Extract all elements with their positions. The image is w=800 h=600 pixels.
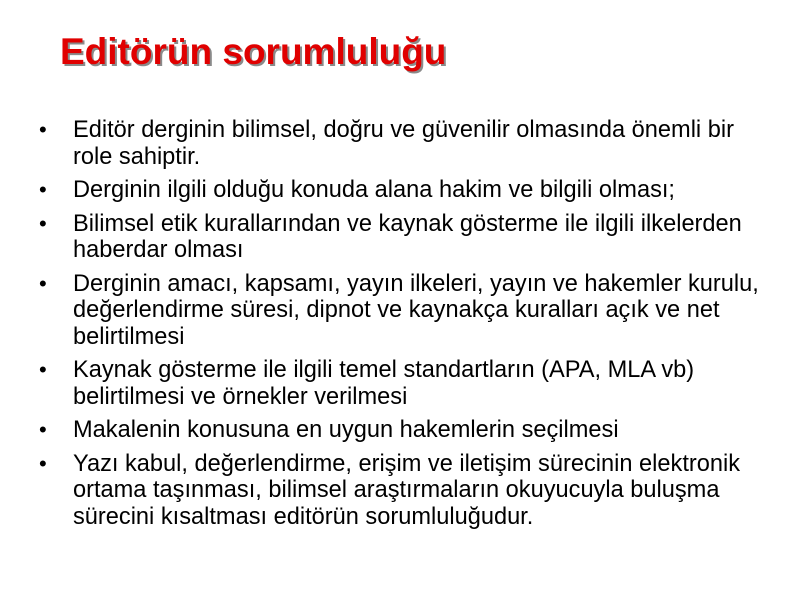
bullet-dot-icon: • — [39, 270, 47, 296]
bullet-dot-icon: • — [39, 117, 47, 142]
bullet-text: Makalenin konusuna en uygun hakemlerin seçilmesi — [73, 417, 619, 443]
bullet-text: Derginin ilgili olduğu konuda alana hakim ve bilgili olması; — [73, 177, 675, 203]
bullet-text: Bilimsel etik kurallarından ve kaynak gösterme ile ilgili ilkelerden haberdar olması — [73, 210, 742, 263]
list-item — [33, 271, 773, 351]
bullet-dot-icon: • — [39, 357, 47, 382]
list-item — [33, 451, 773, 531]
list-item — [33, 417, 773, 444]
bullet-text: Editör derginin bilimsel, doğru ve güvenilir olmasında önemli bir role sahiptir. — [73, 117, 734, 170]
slide-title: Editörün sorumluluğu — [60, 31, 447, 72]
bullet-text: Derginin amacı, kapsamı, yayın ilkeleri, yayın ve hakemler kurulu, değerlendirme süresi, dipnot ve kaynakça kuralları açık ve net belirtilmesi — [73, 270, 759, 350]
list-item — [33, 357, 773, 410]
list-item — [33, 211, 773, 264]
bullet-list — [33, 117, 773, 537]
bullet-dot-icon: • — [39, 210, 47, 236]
list-item — [33, 177, 773, 204]
bullet-text: Yazı kabul, değerlendirme, erişim ve iletişim sürecinin elektronik ortama taşınması, bilimsel araştırmaların okuyucuyla buluşma sürecini kısaltması editörün sorumluluğudur. — [73, 450, 741, 530]
bullet-text: Kaynak gösterme ile ilgili temel standartların (APA, MLA vb) belirtilmesi ve örnekler verilmesi — [73, 357, 695, 410]
list-item — [33, 117, 773, 170]
bullet-dot-icon: • — [39, 177, 47, 202]
bullet-dot-icon: • — [39, 450, 47, 476]
bullet-dot-icon: • — [39, 417, 47, 442]
